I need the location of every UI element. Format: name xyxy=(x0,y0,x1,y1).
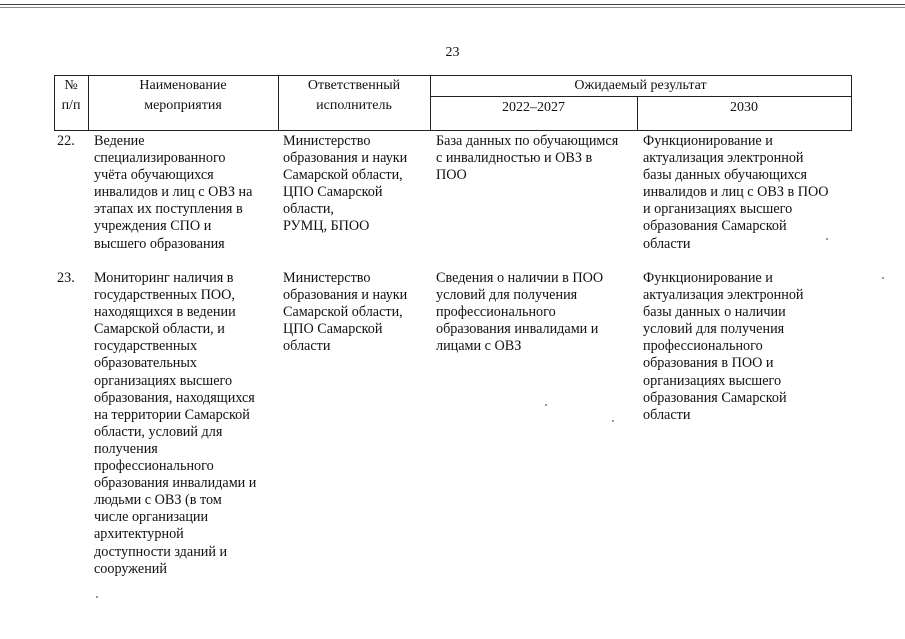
text-line: области xyxy=(643,406,691,423)
text-line: этапах их поступления в xyxy=(94,201,243,218)
grid-line-header-bottom xyxy=(54,130,851,131)
text-line: Мониторинг наличия в xyxy=(94,270,234,286)
scan-speck xyxy=(96,596,98,598)
text-line: организациях высшего xyxy=(94,372,233,389)
text-line: Сведения о наличии в ПОО xyxy=(436,270,604,286)
text-line: образования в ПОО и xyxy=(643,355,774,372)
text-line: государственных ПОО, xyxy=(94,287,235,304)
text-line: на территории Самарской xyxy=(94,406,250,423)
text-line: области, xyxy=(283,201,334,218)
text-line: базы данных о наличии xyxy=(643,304,786,321)
text-line: Министерство xyxy=(283,270,371,286)
text-line: База данных по обучающимся xyxy=(436,133,619,149)
scan-speck xyxy=(882,277,884,279)
header-period-2027: 2022–2027 xyxy=(502,100,565,115)
text-line: области, условий для xyxy=(94,423,223,440)
text-line: архитектурной xyxy=(94,526,184,543)
text-line: образования инвалидами и xyxy=(436,321,599,338)
row-name-cell xyxy=(94,270,279,578)
text-line: образования, находящихся xyxy=(94,389,255,406)
text-line: образовательных xyxy=(94,355,198,372)
text-line: лицами с ОВЗ xyxy=(436,338,522,355)
scan-speck xyxy=(612,420,614,422)
row-result-2030-cell xyxy=(643,270,853,424)
text-line: образования и науки xyxy=(283,287,408,304)
text-line: учёта обучающихся xyxy=(94,167,214,184)
text-line: образования инвалидами и xyxy=(94,475,257,492)
text-line: с инвалидностью и ОВЗ в xyxy=(436,150,593,167)
text-line: Функционирование и xyxy=(643,133,773,149)
row-result-2027-cell xyxy=(436,133,641,184)
scan-top-border xyxy=(0,4,905,5)
text-line: и организациях высшего xyxy=(643,201,793,218)
header-name xyxy=(88,76,278,116)
text-line: образования Самарской xyxy=(643,218,787,235)
text-line: инвалидов и лиц с ОВЗ на xyxy=(94,184,253,201)
header-responsible-line-2: исполнитель xyxy=(316,98,392,113)
text-line: условий для получения xyxy=(436,287,578,304)
text-line: организациях высшего xyxy=(643,372,782,389)
scan-speck xyxy=(826,238,828,240)
row-responsible-cell xyxy=(283,270,433,355)
header-expected-result: Ожидаемый результат xyxy=(574,78,707,93)
scan-top-border-inner xyxy=(0,7,905,8)
text-line: актуализация электронной xyxy=(643,287,804,304)
header-name-line-2: мероприятия xyxy=(144,98,222,113)
text-line: Министерство xyxy=(283,133,371,149)
header-period-2030: 2030 xyxy=(730,100,758,115)
header-responsible-line-1: Ответственный xyxy=(307,78,401,93)
text-line: профессионального xyxy=(94,458,214,475)
header-name-line-1: Наименование xyxy=(139,78,227,93)
text-line: Самарской области, xyxy=(283,167,403,184)
text-line: актуализация электронной xyxy=(643,150,804,167)
text-line: получения xyxy=(94,440,158,457)
header-num-line-1: № xyxy=(64,78,78,93)
header-num xyxy=(54,76,88,116)
grid-line-right xyxy=(851,75,852,131)
text-line: ЦПО Самарской xyxy=(283,184,383,201)
text-line: образования и науки xyxy=(283,150,408,167)
text-line: профессионального xyxy=(436,304,556,321)
text-line: сооружений xyxy=(94,560,167,577)
text-line: базы данных обучающихся xyxy=(643,167,807,184)
text-line: специализированного xyxy=(94,150,226,167)
text-line: учреждения СПО и xyxy=(94,218,212,235)
grid-line-subheader xyxy=(430,96,851,97)
text-line: условий для получения xyxy=(643,321,785,338)
text-line: инвалидов и лиц с ОВЗ в ПОО xyxy=(643,184,829,201)
header-responsible xyxy=(278,76,430,116)
text-line: области xyxy=(283,338,331,355)
text-line: находящихся в ведении xyxy=(94,304,236,321)
text-line: ЦПО Самарской xyxy=(283,321,383,338)
scan-speck xyxy=(545,404,547,406)
text-line: образования Самарской xyxy=(643,389,787,406)
text-line: Самарской области, xyxy=(283,304,403,321)
text-line: профессионального xyxy=(643,338,763,355)
row-result-2027-cell xyxy=(436,270,641,355)
text-line: числе организации xyxy=(94,509,209,526)
row-number: 23. xyxy=(57,270,75,286)
row-name-cell xyxy=(94,133,279,253)
text-line: Самарской области, и xyxy=(94,321,225,338)
text-line: высшего образования xyxy=(94,235,225,252)
text-line: ПОО xyxy=(436,167,467,184)
page-number: 23 xyxy=(445,45,460,60)
text-line: Функционирование и xyxy=(643,270,773,286)
text-line: Ведение xyxy=(94,133,145,149)
row-responsible-cell xyxy=(283,133,433,236)
text-line: людьми с ОВЗ (в том xyxy=(94,492,222,509)
text-line: государственных xyxy=(94,338,198,355)
header-num-line-2: п/п xyxy=(61,98,81,113)
row-result-2030-cell xyxy=(643,133,853,253)
text-line: РУМЦ, БПОО xyxy=(283,218,370,235)
text-line: области xyxy=(643,235,691,252)
text-line: доступности зданий и xyxy=(94,543,228,560)
row-number: 22. xyxy=(57,133,75,149)
